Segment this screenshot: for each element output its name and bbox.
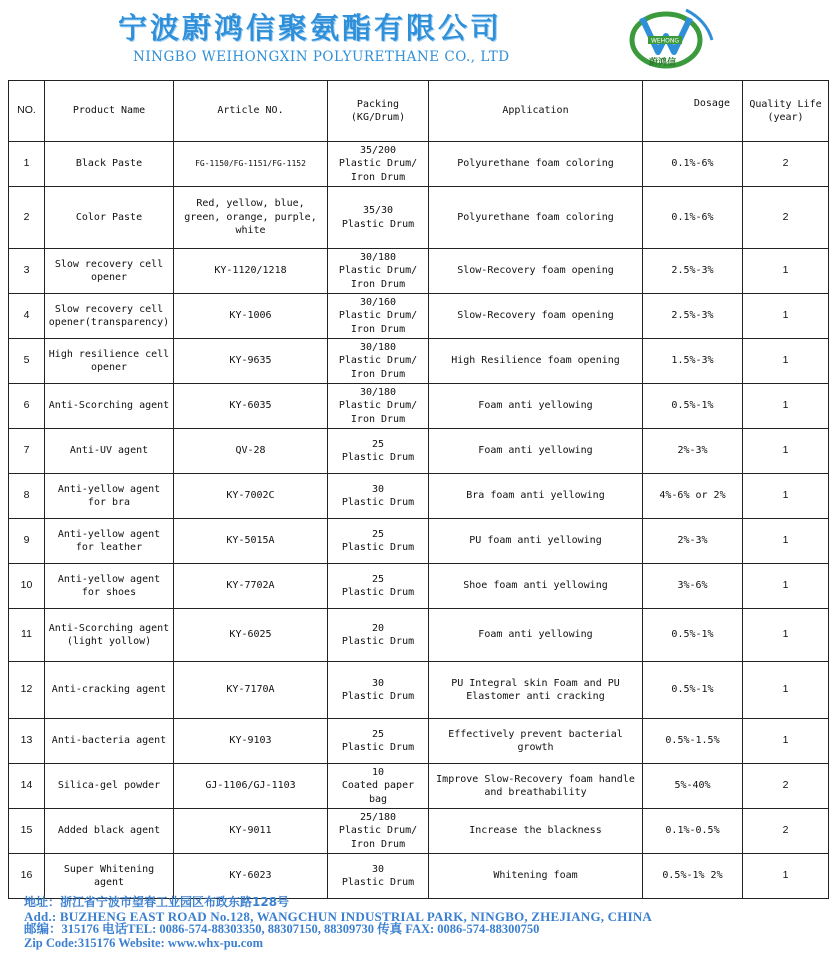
cell-quality-life: 1 xyxy=(743,429,829,474)
cell-packing: 30/180 Plastic Drum/ Iron Drum xyxy=(328,249,429,294)
column-header-packing: Packing (KG/Drum) xyxy=(328,81,429,142)
cell-product-name: Anti-Scorching agent (light yollow) xyxy=(45,609,174,662)
product-table xyxy=(8,80,829,899)
contact-line: 邮编：315176 电话TEL: 0086-574-88303350, 88307150, 88309730 传真 FAX: 0086-574-88300750 xyxy=(24,922,540,936)
cell-application: PU foam anti yellowing xyxy=(429,519,643,564)
cell-packing: 25 Plastic Drum xyxy=(328,519,429,564)
cell-article-no: KY-7170A xyxy=(174,662,328,719)
cell-no: 7 xyxy=(9,429,45,474)
cell-quality-life: 2 xyxy=(743,764,829,809)
cell-quality-life: 2 xyxy=(743,187,829,249)
cell-dosage: 0.1%-0.5% xyxy=(643,809,743,854)
cell-packing: 30/180 Plastic Drum/ Iron Drum xyxy=(328,339,429,384)
table-row xyxy=(9,809,829,854)
cell-no: 12 xyxy=(9,662,45,719)
cell-packing: 30 Plastic Drum xyxy=(328,662,429,719)
cell-no: 2 xyxy=(9,187,45,249)
cell-dosage: 0.5%-1% 2% xyxy=(643,854,743,899)
cell-packing: 35/30 Plastic Drum xyxy=(328,187,429,249)
table-row xyxy=(9,854,829,899)
company-footer xyxy=(24,896,824,950)
cell-quality-life: 2 xyxy=(743,809,829,854)
cell-dosage: 1.5%-3% xyxy=(643,339,743,384)
cell-no: 10 xyxy=(9,564,45,609)
company-name-english: NINGBO WEIHONGXIN POLYURETHANE CO., LTD xyxy=(133,49,510,65)
cell-application: Whitening foam xyxy=(429,854,643,899)
cell-product-name: Color Paste xyxy=(45,187,174,249)
cell-dosage: 4%-6% or 2% xyxy=(643,474,743,519)
cell-application: Effectively prevent bacterial growth xyxy=(429,719,643,764)
cell-no: 6 xyxy=(9,384,45,429)
cell-dosage: 5%-40% xyxy=(643,764,743,809)
cell-dosage: 0.1%-6% xyxy=(643,187,743,249)
cell-no: 15 xyxy=(9,809,45,854)
cell-article-no: Red, yellow, blue, green, orange, purple, white xyxy=(174,187,328,249)
cell-packing: 25 Plastic Drum xyxy=(328,429,429,474)
cell-quality-life: 1 xyxy=(743,662,829,719)
table-row xyxy=(9,187,829,249)
cell-application: Bra foam anti yellowing xyxy=(429,474,643,519)
cell-application: Improve Slow-Recovery foam handle and breathability xyxy=(429,764,643,809)
cell-dosage: 0.5%-1% xyxy=(643,609,743,662)
cell-no: 1 xyxy=(9,142,45,187)
cell-quality-life: 1 xyxy=(743,564,829,609)
cell-no: 4 xyxy=(9,294,45,339)
cell-application: Slow-Recovery foam opening xyxy=(429,294,643,339)
cell-no: 14 xyxy=(9,764,45,809)
cell-article-no: KY-9103 xyxy=(174,719,328,764)
cell-application: Foam anti yellowing xyxy=(429,609,643,662)
table-row xyxy=(9,294,829,339)
cell-packing: 30 Plastic Drum xyxy=(328,854,429,899)
cell-product-name: Anti-UV agent xyxy=(45,429,174,474)
cell-dosage: 2.5%-3% xyxy=(643,294,743,339)
table-row xyxy=(9,142,829,187)
cell-no: 5 xyxy=(9,339,45,384)
column-header-quality-life: Quality Life (year) xyxy=(743,81,829,142)
column-header-application: Application xyxy=(429,81,643,142)
cell-product-name: Anti-yellow agent for bra xyxy=(45,474,174,519)
cell-quality-life: 1 xyxy=(743,339,829,384)
cell-quality-life: 2 xyxy=(743,142,829,187)
table-row xyxy=(9,719,829,764)
table-header-row xyxy=(9,81,829,142)
cell-dosage: 2%-3% xyxy=(643,429,743,474)
table-row xyxy=(9,339,829,384)
cell-application: Slow-Recovery foam opening xyxy=(429,249,643,294)
table-row xyxy=(9,519,829,564)
cell-product-name: Anti-cracking agent xyxy=(45,662,174,719)
cell-no: 16 xyxy=(9,854,45,899)
cell-no: 13 xyxy=(9,719,45,764)
cell-packing: 30 Plastic Drum xyxy=(328,474,429,519)
cell-packing: 35/200 Plastic Drum/ Iron Drum xyxy=(328,142,429,187)
cell-product-name: Super Whitening agent xyxy=(45,854,174,899)
cell-no: 11 xyxy=(9,609,45,662)
cell-product-name: Black Paste xyxy=(45,142,174,187)
column-header-product-name: Product Name xyxy=(45,81,174,142)
cell-article-no: GJ-1106/GJ-1103 xyxy=(174,764,328,809)
cell-dosage: 0.5%-1.5% xyxy=(643,719,743,764)
cell-article-no: FG-1150/FG-1151/FG-1152 xyxy=(174,142,328,187)
cell-product-name: High resilience cell opener xyxy=(45,339,174,384)
cell-application: Polyurethane foam coloring xyxy=(429,142,643,187)
column-header-article-no: Article NO. xyxy=(174,81,328,142)
table-row xyxy=(9,384,829,429)
cell-application: Increase the blackness xyxy=(429,809,643,854)
column-header-dosage: Dosage xyxy=(643,81,743,142)
cell-dosage: 0.5%-1% xyxy=(643,662,743,719)
cell-article-no: KY-6035 xyxy=(174,384,328,429)
table-row xyxy=(9,609,829,662)
table-row xyxy=(9,662,829,719)
table-row xyxy=(9,249,829,294)
cell-article-no: QV-28 xyxy=(174,429,328,474)
cell-no: 9 xyxy=(9,519,45,564)
cell-application: Foam anti yellowing xyxy=(429,429,643,474)
cell-application: Foam anti yellowing xyxy=(429,384,643,429)
cell-application: PU Integral skin Foam and PU Elastomer anti cracking xyxy=(429,662,643,719)
cell-application: High Resilience foam opening xyxy=(429,339,643,384)
cell-dosage: 0.1%-6% xyxy=(643,142,743,187)
company-name-chinese: 宁波蔚鸿信聚氨酯有限公司 xyxy=(118,11,503,45)
logo-caption: 蔚鸿信 xyxy=(649,58,677,68)
cell-dosage: 3%-6% xyxy=(643,564,743,609)
cell-product-name: Slow recovery cell opener(transparency) xyxy=(45,294,174,339)
column-header-no: NO. xyxy=(9,81,45,142)
cell-article-no: KY-9011 xyxy=(174,809,328,854)
cell-application: Shoe foam anti yellowing xyxy=(429,564,643,609)
cell-no: 3 xyxy=(9,249,45,294)
cell-product-name: Anti-Scorching agent xyxy=(45,384,174,429)
cell-product-name: Slow recovery cell opener xyxy=(45,249,174,294)
cell-article-no: KY-7702A xyxy=(174,564,328,609)
cell-quality-life: 1 xyxy=(743,854,829,899)
address-english: Add.: BUZHENG EAST ROAD No.128, WANGCHUN INDUSTRIAL PARK, NINGBO, ZHEJIANG, CHINA xyxy=(24,908,653,924)
cell-packing: 20 Plastic Drum xyxy=(328,609,429,662)
cell-quality-life: 1 xyxy=(743,719,829,764)
cell-article-no: KY-1120/1218 xyxy=(174,249,328,294)
cell-packing: 25 Plastic Drum xyxy=(328,719,429,764)
cell-quality-life: 1 xyxy=(743,609,829,662)
cell-article-no: KY-9635 xyxy=(174,339,328,384)
cell-product-name: Anti-yellow agent for shoes xyxy=(45,564,174,609)
zip-website-line: Zip Code:315176 Website: www.whx-pu.com xyxy=(24,935,264,950)
cell-product-name: Anti-yellow agent for leather xyxy=(45,519,174,564)
cell-article-no: KY-6023 xyxy=(174,854,328,899)
cell-product-name: Added black agent xyxy=(45,809,174,854)
cell-application: Polyurethane foam coloring xyxy=(429,187,643,249)
cell-quality-life: 1 xyxy=(743,294,829,339)
cell-packing: 30/160 Plastic Drum/ Iron Drum xyxy=(328,294,429,339)
cell-packing: 25 Plastic Drum xyxy=(328,564,429,609)
cell-article-no: KY-5015A xyxy=(174,519,328,564)
cell-product-name: Silica-gel powder xyxy=(45,764,174,809)
cell-article-no: KY-7002C xyxy=(174,474,328,519)
cell-product-name: Anti-bacteria agent xyxy=(45,719,174,764)
cell-packing: 10 Coated paper bag xyxy=(328,764,429,809)
cell-dosage: 2%-3% xyxy=(643,519,743,564)
cell-quality-life: 1 xyxy=(743,249,829,294)
cell-quality-life: 1 xyxy=(743,474,829,519)
letterhead xyxy=(0,0,836,75)
address-chinese: 地址：浙江省宁波市望春工业园区布政东路128号 xyxy=(24,895,290,909)
cell-dosage: 2.5%-3% xyxy=(643,249,743,294)
cell-quality-life: 1 xyxy=(743,519,829,564)
table-row xyxy=(9,764,829,809)
table-row xyxy=(9,474,829,519)
cell-packing: 25/180 Plastic Drum/ Iron Drum xyxy=(328,809,429,854)
cell-packing: 30/180 Plastic Drum/ Iron Drum xyxy=(328,384,429,429)
cell-article-no: KY-1006 xyxy=(174,294,328,339)
cell-no: 8 xyxy=(9,474,45,519)
table-row xyxy=(9,429,829,474)
table-row xyxy=(9,564,829,609)
cell-quality-life: 1 xyxy=(743,384,829,429)
cell-article-no: KY-6025 xyxy=(174,609,328,662)
logo-badge-text: WEHONG xyxy=(650,37,680,45)
cell-dosage: 0.5%-1% xyxy=(643,384,743,429)
